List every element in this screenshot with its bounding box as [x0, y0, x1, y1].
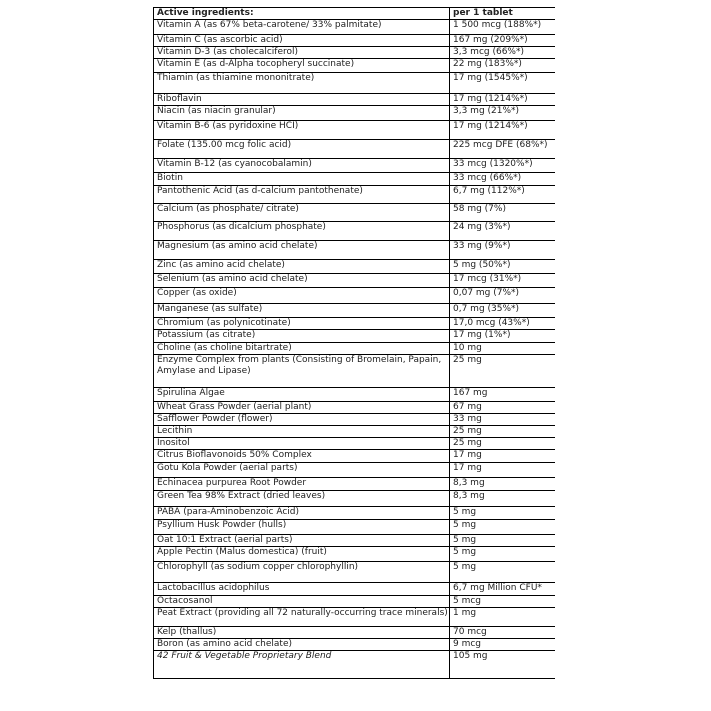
table-row [154, 222, 556, 241]
table-row [154, 651, 556, 679]
table-row [154, 20, 556, 35]
table-row [154, 507, 556, 520]
ingredient-cell: Inositol [154, 438, 450, 450]
ingredient-cell: Copper (as oxide) [154, 288, 450, 304]
table-row [154, 140, 556, 159]
table-row [154, 583, 556, 596]
amount-cell: 25 mg [450, 438, 556, 450]
ingredient-cell: Echinacea purpurea Root Powder [154, 478, 450, 491]
table-row [154, 414, 556, 426]
amount-cell: 17 mg [450, 450, 556, 463]
table-row [154, 520, 556, 535]
ingredient-cell: Thiamin (as thiamine mononitrate) [154, 73, 450, 94]
ingredient-cell: Vitamin D-3 (as cholecalciferol) [154, 47, 450, 59]
amount-cell: 5 mg [450, 535, 556, 547]
ingredient-cell: Riboflavin [154, 94, 450, 106]
amount-cell: 17,0 mcg (43%*) [450, 318, 556, 330]
amount-cell: 67 mg [450, 402, 556, 414]
table-row [154, 318, 556, 330]
ingredient-cell: Chromium (as polynicotinate) [154, 318, 450, 330]
ingredient-cell: Green Tea 98% Extract (dried leaves) [154, 491, 450, 507]
ingredient-cell: Spirulina Algae [154, 388, 450, 402]
table-row [154, 463, 556, 478]
table-row [154, 304, 556, 318]
table-row [154, 260, 556, 274]
ingredient-cell: Phosphorus (as dicalcium phosphate) [154, 222, 450, 241]
table-row [154, 388, 556, 402]
amount-cell: 5 mcg [450, 596, 556, 608]
table-row [154, 94, 556, 106]
ingredient-cell: Calcium (as phosphate/ citrate) [154, 204, 450, 222]
amount-cell: 17 mg (1214%*) [450, 121, 556, 140]
table-body [154, 20, 556, 679]
amount-cell: 0,7 mg (35%*) [450, 304, 556, 318]
table-row [154, 438, 556, 450]
amount-cell: 5 mg [450, 562, 556, 583]
table-row [154, 35, 556, 47]
ingredient-cell: Enzyme Complex from plants (Consisting of Bromelain, Papain, Amylase and Lipase) [154, 355, 450, 388]
amount-cell: 225 mcg DFE (68%*) [450, 140, 556, 159]
ingredient-cell: Selenium (as amino acid chelate) [154, 274, 450, 288]
table-row [154, 596, 556, 608]
ingredient-cell: Magnesium (as amino acid chelate) [154, 241, 450, 260]
amount-cell: 33 mg (9%*) [450, 241, 556, 260]
table-row [154, 426, 556, 438]
table-header-row [154, 8, 556, 20]
amount-cell: 17 mg (1545%*) [450, 73, 556, 94]
amount-cell: 70 mcg [450, 627, 556, 639]
header-ingredients: Active ingredients: [154, 8, 450, 20]
amount-cell: 3,3 mcg (66%*) [450, 47, 556, 59]
amount-cell: 10 mg [450, 343, 556, 355]
ingredient-cell: Vitamin A (as 67% beta-carotene/ 33% palmitate) [154, 20, 450, 35]
amount-cell: 17 mcg (31%*) [450, 274, 556, 288]
ingredient-cell: Oat 10:1 Extract (aerial parts) [154, 535, 450, 547]
amount-cell: 8,3 mg [450, 491, 556, 507]
table-row [154, 343, 556, 355]
table-row [154, 450, 556, 463]
ingredient-cell: Citrus Bioflavonoids 50% Complex [154, 450, 450, 463]
ingredient-cell: Vitamin E (as d-Alpha tocopheryl succinate) [154, 59, 450, 73]
ingredient-cell: Gotu Kola Powder (aerial parts) [154, 463, 450, 478]
amount-cell: 1 mg [450, 608, 556, 627]
ingredients-table-container [153, 7, 555, 711]
ingredient-cell: Safflower Powder (flower) [154, 414, 450, 426]
amount-cell: 167 mg (209%*) [450, 35, 556, 47]
amount-cell: 22 mg (183%*) [450, 59, 556, 73]
amount-cell: 33 mg [450, 414, 556, 426]
table-row [154, 639, 556, 651]
amount-cell: 25 mg [450, 426, 556, 438]
table-row [154, 186, 556, 204]
table-row [154, 478, 556, 491]
table-row [154, 173, 556, 186]
amount-cell: 5 mg (50%*) [450, 260, 556, 274]
table-row [154, 355, 556, 388]
ingredient-cell: Octacosanol [154, 596, 450, 608]
ingredient-cell: Lecithin [154, 426, 450, 438]
ingredients-table [153, 7, 555, 679]
table-row [154, 121, 556, 140]
amount-cell: 33 mcg (1320%*) [450, 159, 556, 173]
table-row [154, 547, 556, 562]
amount-cell: 17 mg (1214%*) [450, 94, 556, 106]
amount-cell: 3,3 mg (21%*) [450, 106, 556, 121]
table-row [154, 106, 556, 121]
table-row [154, 562, 556, 583]
ingredient-cell: 42 Fruit & Vegetable Proprietary Blend [154, 651, 450, 679]
amount-cell: 17 mg [450, 463, 556, 478]
amount-cell: 25 mg [450, 355, 556, 388]
amount-cell: 5 mg [450, 547, 556, 562]
amount-cell: 6,7 mg (112%*) [450, 186, 556, 204]
ingredient-cell: Vitamin C (as ascorbic acid) [154, 35, 450, 47]
table-row [154, 204, 556, 222]
ingredient-cell: Biotin [154, 173, 450, 186]
table-row [154, 608, 556, 627]
ingredient-cell: Potassium (as citrate) [154, 330, 450, 343]
table-row [154, 159, 556, 173]
ingredient-cell: Zinc (as amino acid chelate) [154, 260, 450, 274]
ingredient-cell: Kelp (thallus) [154, 627, 450, 639]
table-row [154, 47, 556, 59]
amount-cell: 0,07 mg (7%*) [450, 288, 556, 304]
ingredient-cell: Peat Extract (providing all 72 naturally-occurring trace minerals) [154, 608, 450, 627]
ingredient-cell: PABA (para-Aminobenzoic Acid) [154, 507, 450, 520]
ingredient-cell: Vitamin B-6 (as pyridoxine HCI) [154, 121, 450, 140]
amount-cell: 1 500 mcg (188%*) [450, 20, 556, 35]
ingredient-cell: Manganese (as sulfate) [154, 304, 450, 318]
ingredient-cell: Vitamin B-12 (as cyanocobalamin) [154, 159, 450, 173]
ingredient-cell: Psyllium Husk Powder (hulls) [154, 520, 450, 535]
ingredient-cell: Choline (as choline bitartrate) [154, 343, 450, 355]
header-per-tablet: per 1 tablet [450, 8, 556, 20]
amount-cell: 5 mg [450, 507, 556, 520]
amount-cell: 8,3 mg [450, 478, 556, 491]
ingredient-cell: Niacin (as niacin granular) [154, 106, 450, 121]
ingredient-cell: Apple Pectin (Malus domestica) (fruit) [154, 547, 450, 562]
table-row [154, 274, 556, 288]
ingredient-cell: Boron (as amino acid chelate) [154, 639, 450, 651]
amount-cell: 167 mg [450, 388, 556, 402]
amount-cell: 9 mcg [450, 639, 556, 651]
table-row [154, 491, 556, 507]
ingredient-cell: Wheat Grass Powder (aerial plant) [154, 402, 450, 414]
ingredient-cell: Lactobacillus acidophilus [154, 583, 450, 596]
amount-cell: 17 mg (1%*) [450, 330, 556, 343]
table-row [154, 627, 556, 639]
amount-cell: 24 mg (3%*) [450, 222, 556, 241]
amount-cell: 5 mg [450, 520, 556, 535]
ingredient-cell: Chlorophyll (as sodium copper chlorophyllin) [154, 562, 450, 583]
amount-cell: 6,7 mg Million CFU* [450, 583, 556, 596]
ingredient-cell: Pantothenic Acid (as d-calcium pantothenate) [154, 186, 450, 204]
table-row [154, 73, 556, 94]
table-row [154, 330, 556, 343]
table-row [154, 59, 556, 73]
table-row [154, 288, 556, 304]
table-row [154, 535, 556, 547]
ingredient-cell: Folate (135.00 mcg folic acid) [154, 140, 450, 159]
amount-cell: 33 mcg (66%*) [450, 173, 556, 186]
table-row [154, 402, 556, 414]
amount-cell: 105 mg [450, 651, 556, 679]
table-row [154, 241, 556, 260]
amount-cell: 58 mg (7%) [450, 204, 556, 222]
